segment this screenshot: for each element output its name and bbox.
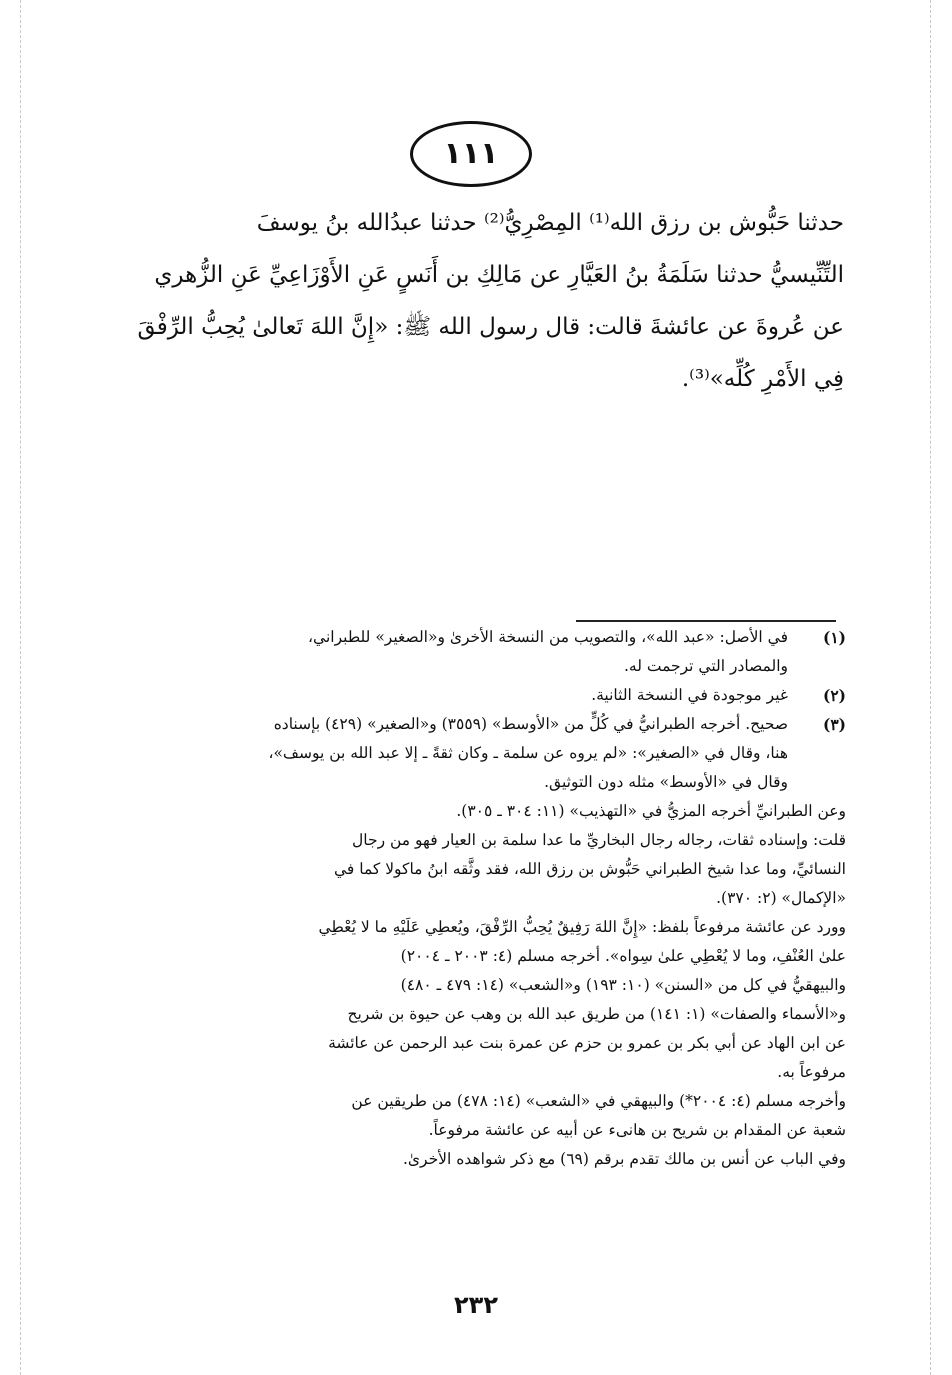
footnote-note-line: النسائيِّ، وما عدا شيخ الطبراني حَبُّوش بن رزق الله، فقد وثَّقه ابنُ ماكولا كما في [333, 860, 846, 878]
footnote-note-line: وأخرجه مسلم (٤: ٢٠٠٤*) والبيهقي في «الشعب» (١٤: ٤٧٨) من طريقين عن [351, 1092, 846, 1110]
footnote-line: وقال في «الأوسط» مثله دون التوثيق. [544, 773, 788, 791]
footnote-note-line: وعن الطبرانيِّ أخرجه المزيُّ في «التهذيب» (١١: ٣٠٤ ـ ٣٠٥). [456, 802, 846, 820]
footnote-separator [576, 620, 836, 622]
footnote-number: (١) [822, 628, 846, 647]
footnote-3 [94, 710, 846, 797]
footnote-number: (٢) [822, 686, 846, 705]
page-number: ٢٣٢ [454, 1291, 498, 1319]
footnote-note-line: قلت: وإسناده ثقات، رجاله رجال البخاريِّ ما عدا سلمة بن العيار فهو من رجال [352, 831, 846, 849]
footnote-note-line: مرفوعاً به. [777, 1063, 846, 1081]
footnote-note-line: وورد عن عائشة مرفوعاً بلفظ: «إِنَّ اللهَ رَفِيقٌ يُحِبُّ الرِّفْقَ، ويُعطِي عَلَيْهِ ما لا يُعْطِي [318, 918, 846, 936]
footnote-body [94, 623, 788, 681]
footnote-note-line: عن ابن الهاد عن أبي بكر بن عمرو بن حزم عن عمرة بنت عبد الرحمن عن عائشة [328, 1034, 846, 1052]
footnote-continuation [94, 797, 846, 1174]
footnote-line: في الأصل: «عبد الله»، والتصويب من النسخة الأخرىٰ و«الصغير» للطبراني، [308, 628, 788, 646]
scan-right-edge [930, 0, 931, 1375]
footnotes [94, 623, 846, 1174]
hadith-text-line: عن عُروةَ عن عائشةَ قالت: قال رسول الله ﷺ: «إِنَّ اللهَ تَعالىٰ يُحِبُّ الرِّفْقَ [137, 314, 844, 340]
footnote-line: صحيح. أخرجه الطبرانيُّ في كُلٍّ من «الأوسط» (٣٥٥٩) و«الصغير» (٤٢٩) بإسناده [273, 715, 788, 733]
footnote-line: غير موجودة في النسخة الثانية. [591, 686, 788, 704]
footnote-note-line: شعبة عن المقدام بن شريح بن هانىء عن أبيه عن عائشة مرفوعاً. [428, 1121, 846, 1139]
footnote-note-line: و«الأسماء والصفات» (١: ١٤١) من طريق عبد الله بن وهب عن حيوة بن شريح [347, 1005, 846, 1023]
footnote-note-line: علىٰ العُنْفِ، وما لا يُعْطِي علىٰ سِواه». أخرجه مسلم (٤: ٢٠٠٣ ـ ٢٠٠٤) [400, 947, 846, 965]
hadith-text-line: حدثنا حَبُّوش بن رزق الله⁽¹⁾ المِصْرِيُّ⁽²⁾ حدثنا عبدُالله بنُ يوسفَ [256, 210, 844, 236]
footnote-line: هنا، وقال في «الصغير»: «لم يروه عن سلمة ـ وكان ثقةً ـ إلا عبد الله بن يوسف»، [268, 744, 788, 762]
hadith-text-line: فِي الأَمْرِ كُلِّه»⁽³⁾. [681, 366, 844, 392]
hadith-number-frame [410, 121, 532, 187]
hadith-text [96, 197, 844, 405]
footnote-body [94, 710, 788, 797]
footnote-line: والمصادر التي ترجمت له. [623, 657, 788, 675]
footnote-number: (٣) [822, 715, 846, 734]
footnote-1 [94, 623, 846, 681]
footnote-note-line: والبيهقيُّ في كل من «السنن» (١٠: ١٩٣) و«الشعب» (١٤: ٤٧٩ ـ ٤٨٠) [400, 976, 846, 994]
footnote-note-line: «الإكمال» (٢: ٣٧٠). [716, 889, 846, 907]
footnote-note-line: وفي الباب عن أنس بن مالك تقدم برقم (٦٩) مع ذكر شواهده الأخرىٰ. [402, 1150, 846, 1168]
hadith-text-line: التِّنِّيسيُّ حدثنا سَلَمَةُ بنُ العَيَّارِ عن مَالِكِ بن أَنَسٍ عَنِ الأَوْزَاعِيِّ عَنِ الزُّهري [154, 262, 844, 288]
scan-left-edge [20, 0, 21, 1375]
footnote-body [94, 681, 788, 710]
hadith-number: ١١١ [443, 136, 499, 171]
footnote-2 [94, 681, 846, 710]
